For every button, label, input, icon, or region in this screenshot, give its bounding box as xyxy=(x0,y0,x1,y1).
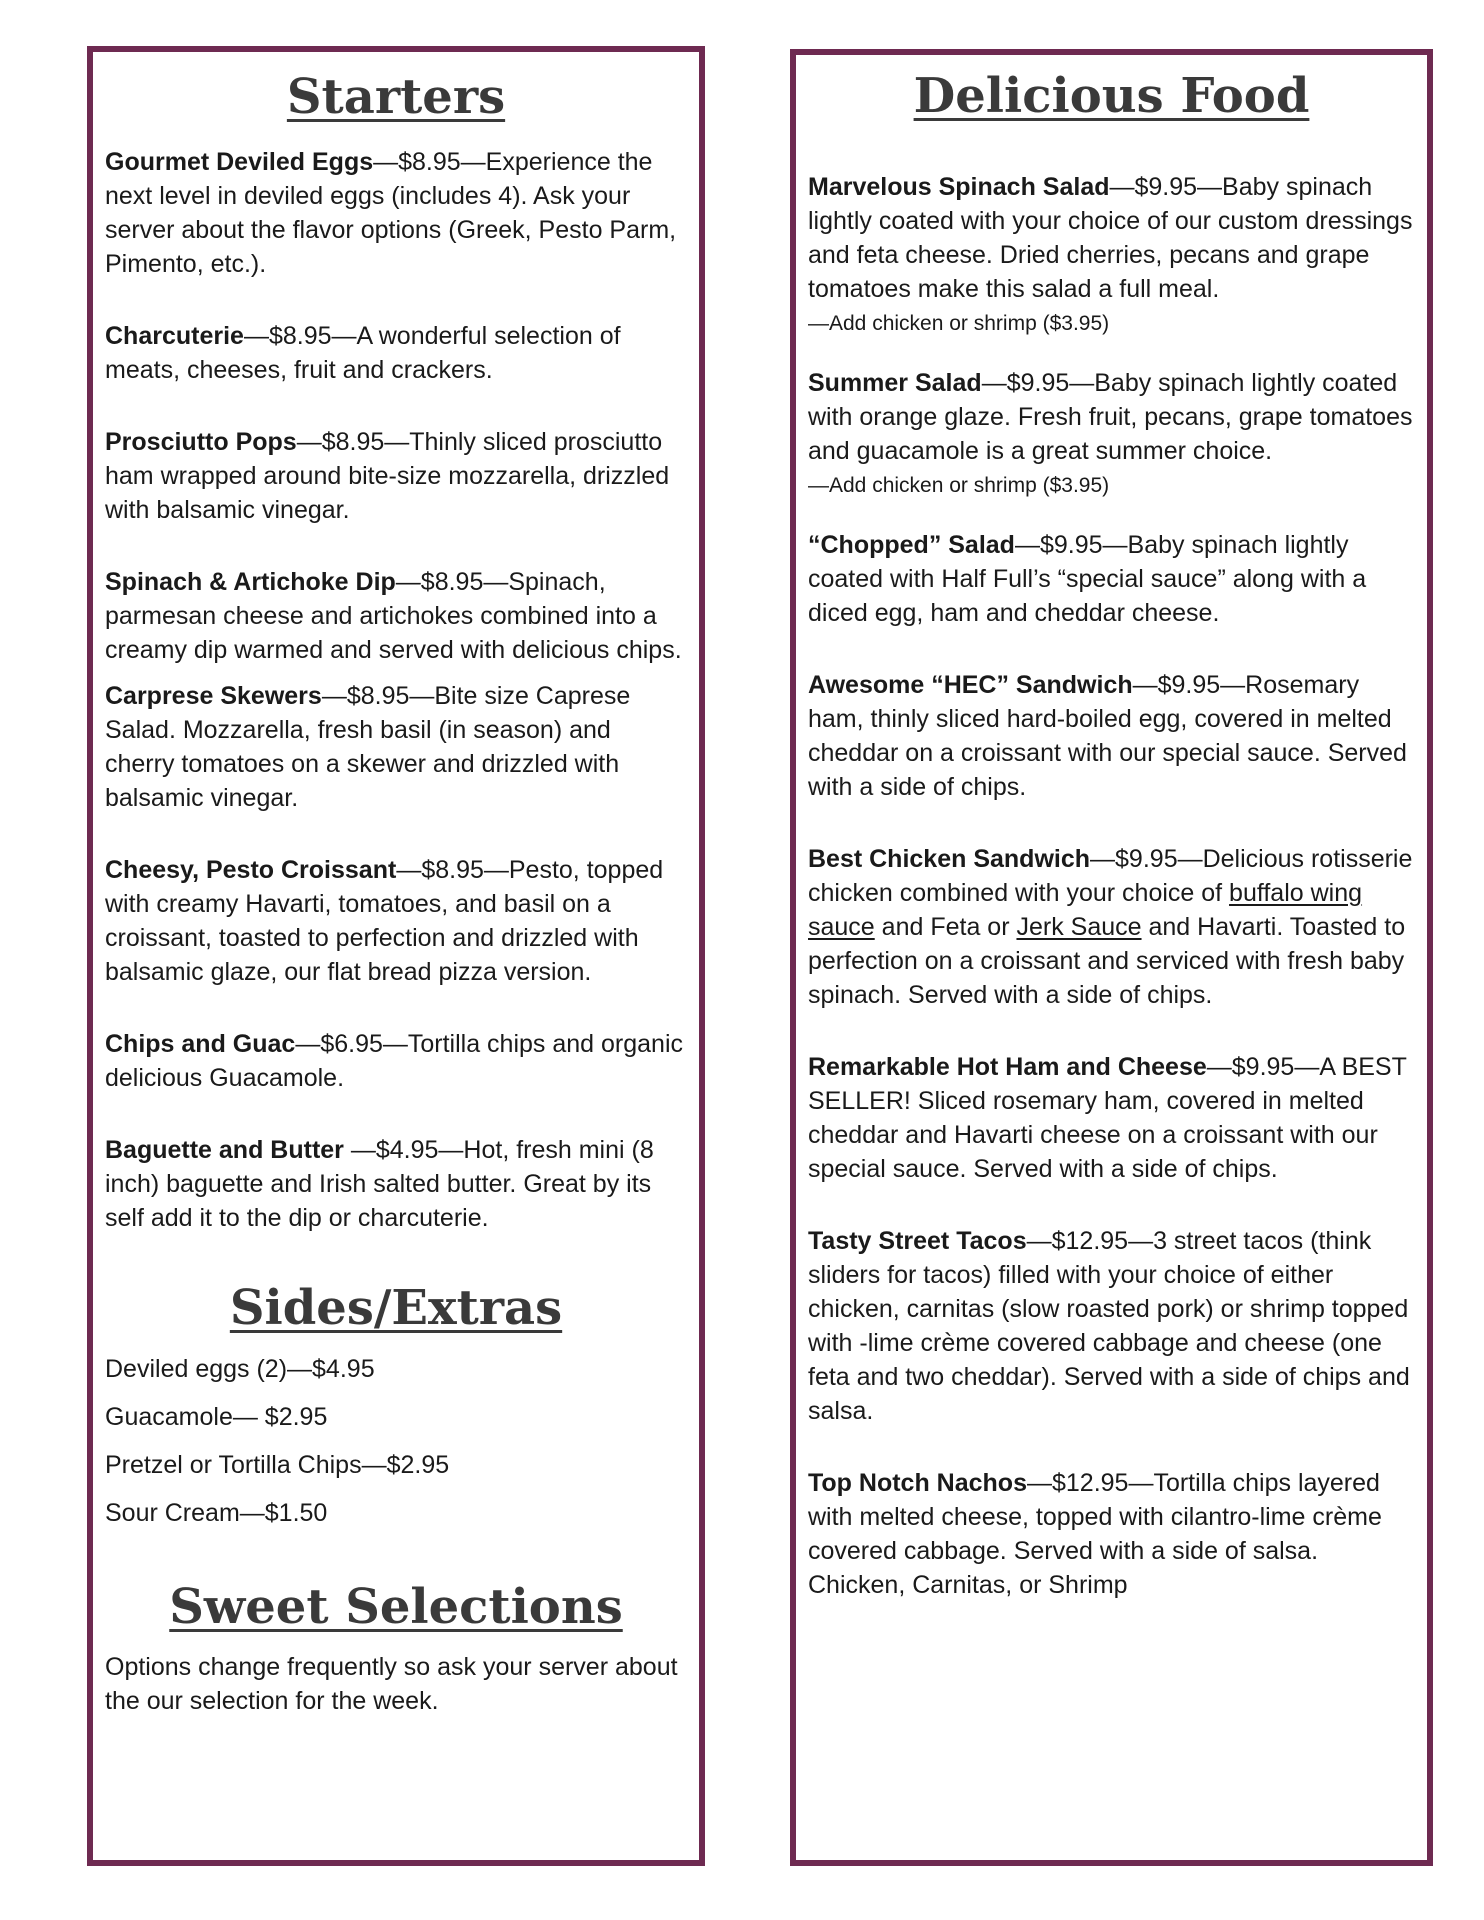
side-item: Pretzel or Tortilla Chips—$2.95 xyxy=(105,1451,450,1480)
side-item: Sour Cream—$1.50 xyxy=(105,1499,328,1528)
sides-heading: Sides/Extras xyxy=(229,1280,563,1337)
starters-panel xyxy=(87,46,705,1866)
menu-item xyxy=(808,1224,1415,1428)
menu-item xyxy=(808,1466,1415,1602)
item-name: Cheesy, Pesto Croissant xyxy=(105,856,397,885)
item-name: Baguette and Butter xyxy=(105,1136,344,1165)
item-description: —$8.95—Pesto, topped with creamy Havarti, tomatoes, and basil on a croissant, toasted to perfection and drizzled with balsamic glaze, our flat bread pizza version. xyxy=(105,856,664,987)
sweets-text: Options change frequently so ask your server about the our selection for the week. xyxy=(105,1652,678,1715)
menu-item xyxy=(105,425,687,527)
item-description: —$9.95—Rosemary ham, thinly sliced hard-boiled egg, covered in melted cheddar on a croissant with our special sauce. Served with a side of chips. xyxy=(808,671,1407,802)
sauce-option-buffalo: buffalo wing sauce xyxy=(808,879,1363,942)
item-description: and Havarti. Toasted to perfection on a croissant and serviced with fresh baby spinach. Served with a side of chips. xyxy=(808,913,1406,1010)
item-name: Prosciutto Pops xyxy=(105,428,297,457)
menu-item xyxy=(808,170,1415,306)
side-item: Guacamole— $2.95 xyxy=(105,1403,328,1432)
item-description: —$8.95—Spinach, parmesan cheese and artichokes combined into a creamy dip warmed and served with delicious chips. xyxy=(105,568,682,665)
side-item: Deviled eggs (2)—$4.95 xyxy=(105,1355,375,1384)
menu-item xyxy=(808,528,1415,630)
item-name: Gourmet Deviled Eggs xyxy=(105,148,374,177)
item-name: Spinach & Artichoke Dip xyxy=(105,568,396,597)
food-panel xyxy=(790,49,1433,1866)
menu-item xyxy=(808,668,1415,804)
item-description: —$9.95—Delicious rotisserie chicken combined with your choice of xyxy=(808,845,1413,908)
menu-item xyxy=(105,853,687,989)
item-description: —$9.95—A BEST SELLER! Sliced rosemary ham, covered in melted cheddar and Havarti cheese on a croissant with our special sauce. Served with a side of chips. xyxy=(808,1053,1407,1184)
item-description: —$9.95—Baby spinach lightly coated with Half Full’s “special sauce” along with a diced egg, ham and cheddar cheese. xyxy=(808,531,1367,628)
item-addon-note: —Add chicken or shrimp ($3.95) xyxy=(808,312,1110,336)
item-name: Awesome “HEC” Sandwich xyxy=(808,671,1133,700)
item-description: —$9.95—Baby spinach lightly coated with your choice of our custom dressings and feta cheese. Dried cherries, pecans and grape tomatoes make this salad a full meal. xyxy=(808,173,1413,304)
food-heading: Delicious Food xyxy=(913,68,1310,124)
item-name: Chips and Guac xyxy=(105,1030,296,1059)
menu-item xyxy=(105,679,687,815)
item-name: Remarkable Hot Ham and Cheese xyxy=(808,1053,1207,1082)
menu-item xyxy=(808,366,1415,468)
item-description: and Feta or xyxy=(874,913,1017,942)
sauce-option-jerk: Jerk Sauce xyxy=(1016,913,1142,942)
item-name: “Chopped” Salad xyxy=(808,531,1015,560)
sweets-heading: Sweet Selections xyxy=(169,1579,623,1636)
item-description: —$12.95—3 street tacos (think sliders for tacos) filled with your choice of either chicken, carnitas (slow roasted pork) or shrimp topped with -lime crème covered cabbage and cheese (one feta and two cheddar). Served with a side of chips and salsa. xyxy=(808,1227,1410,1426)
menu-item xyxy=(105,1027,687,1095)
item-name: Charcuterie xyxy=(105,322,244,351)
item-name: Tasty Street Tacos xyxy=(808,1227,1027,1256)
item-description: —$8.95—Bite size Caprese Salad. Mozzarella, fresh basil (in season) and cherry tomatoes on a skewer and drizzled with balsamic vinegar. xyxy=(105,682,631,813)
item-name: Summer Salad xyxy=(808,369,982,398)
item-description: —$8.95—Experience the next level in deviled eggs (includes 4). Ask your server about the flavor options (Greek, Pesto Parm, Pimento, etc.). xyxy=(105,148,677,279)
item-description: —$12.95—Tortilla chips layered with melted cheese, topped with cilantro-lime crème covered cabbage. Served with a side of salsa. Chicken, Carnitas, or Shrimp xyxy=(808,1469,1382,1600)
item-name: Best Chicken Sandwich xyxy=(808,845,1091,874)
item-description: —$9.95—Baby spinach lightly coated with orange glaze. Fresh fruit, pecans, grape tomatoes and guacamole is a great summer choice. xyxy=(808,369,1413,466)
item-description: —$8.95—Thinly sliced prosciutto ham wrapped around bite-size mozzarella, drizzled with balsamic vinegar. xyxy=(105,428,670,525)
menu-item xyxy=(808,842,1415,1012)
menu-item xyxy=(105,565,687,667)
item-description: —$4.95—Hot, fresh mini (8 inch) baguette and Irish salted butter. Great by its self add it to the dip or charcuterie. xyxy=(105,1136,654,1233)
item-description: —$6.95—Tortilla chips and organic delicious Guacamole. xyxy=(105,1030,684,1093)
item-name: Carprese Skewers xyxy=(105,682,322,711)
starters-heading: Starters xyxy=(286,69,506,125)
menu-item xyxy=(105,145,687,281)
item-name: Top Notch Nachos xyxy=(808,1469,1027,1498)
item-description: —$8.95—A wonderful selection of meats, cheeses, fruit and crackers. xyxy=(105,322,621,385)
menu-item xyxy=(808,1050,1415,1186)
item-addon-note: —Add chicken or shrimp ($3.95) xyxy=(808,474,1110,498)
item-name: Marvelous Spinach Salad xyxy=(808,173,1110,202)
menu-item xyxy=(105,1133,687,1235)
menu-item xyxy=(105,319,687,387)
